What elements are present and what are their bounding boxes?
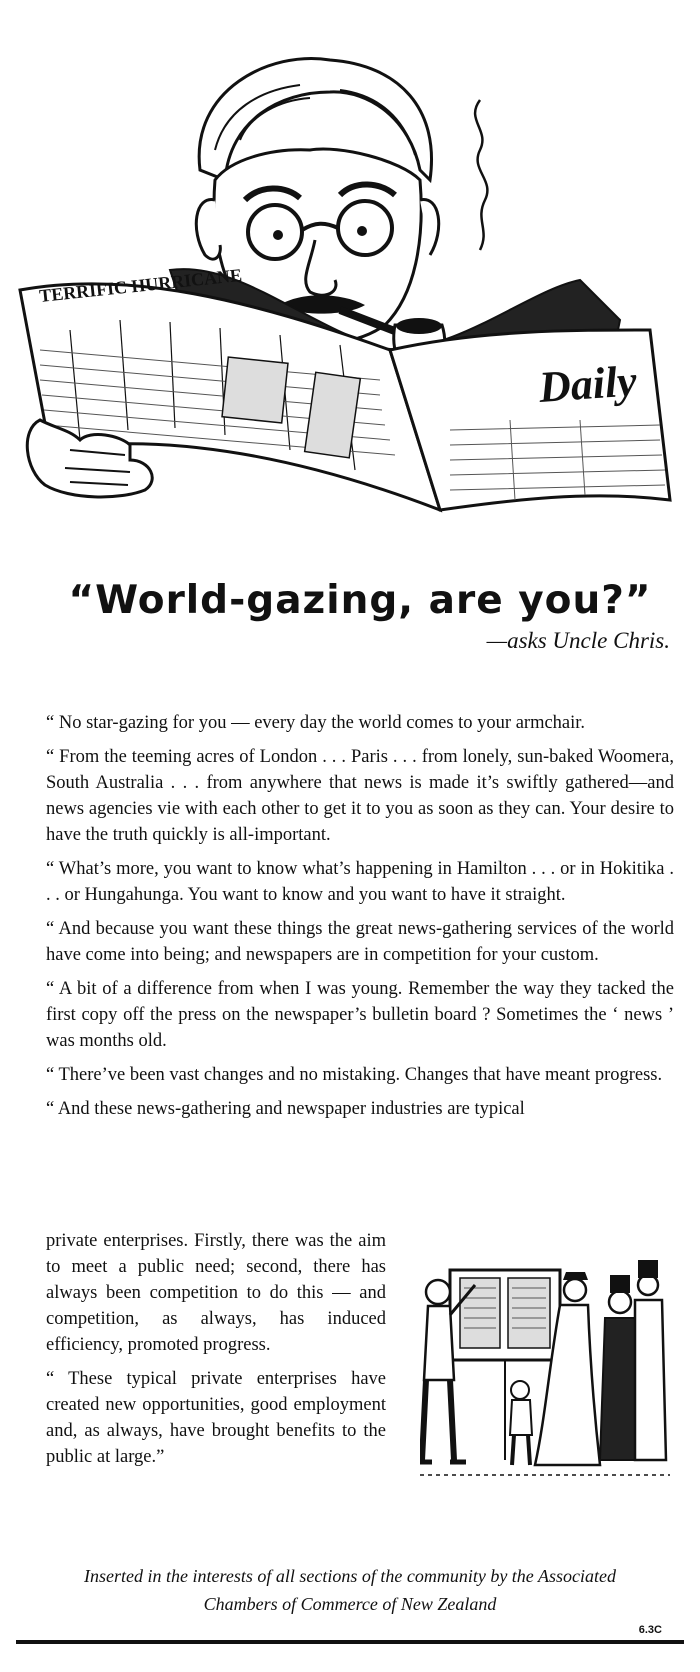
- footer-line-2: Chambers of Commerce of New Zealand: [203, 1594, 497, 1614]
- crowd-reading-bulletin-board-illustration: [420, 1260, 670, 1488]
- paragraph: “ From the teeming acres of London . . . Paris . . . from lonely, sun-baked Woomera, South Australia . . . from anywhere that news is made it’s swiftly gathered—and news agencies vie with each other to get it to you as soon as they can. Your desire to have the truth quickly is all-important.: [46, 747, 674, 845]
- paragraph: “ What’s more, you want to know what’s happening in Hamilton . . . or in Hokitika . . . or Hungahunga. You want to know and you want to have it straight.: [46, 859, 674, 905]
- paragraph: private enterprises. Firstly, there was the aim to meet a public need; second, there has always been competition to do this — and competition, as always, has induced efficiency, promoted progress.: [46, 1231, 386, 1355]
- footer-line-1: Inserted in the interests of all sections of the community by the Associated: [84, 1566, 616, 1586]
- paragraph: “ No star-gazing for you — every day the world comes to your armchair.: [46, 713, 586, 733]
- paragraph: “ And because you want these things the great news-gathering services of the world have come into being; and newspapers are in competition for your custom.: [46, 919, 674, 965]
- body-text: [46, 710, 674, 1130]
- bottom-rule: [16, 1640, 684, 1644]
- paragraph: “ These typical private enterprises have created new opportunities, good employment and, as always, have brought benefits to the public at large.”: [46, 1369, 386, 1467]
- ad-code: 6.3C: [638, 1624, 662, 1636]
- newspaper-headline: TERRIFIC HURRICANE: [38, 264, 243, 306]
- newspaper-masthead: Daily: [537, 356, 639, 412]
- footer: [30, 1562, 670, 1618]
- attribution: —asks Uncle Chris.: [486, 628, 670, 653]
- paragraph: “ There’ve been vast changes and no mistaking. Changes that have meant progress.: [46, 1065, 663, 1085]
- paragraph: “ A bit of a difference from when I was young. Remember the way they tacked the first copy off the press on the newspaper’s bulletin board ? Sometimes the ‘ news ’ was months old.: [46, 979, 674, 1051]
- narrow-body-text: [46, 1228, 386, 1478]
- uncle-chris-reading-newspaper-illustration: [10, 30, 690, 550]
- paragraph: “ And these news-gathering and newspaper industries are typical: [46, 1099, 525, 1119]
- headline: “World-gazing, are you?”: [68, 578, 652, 623]
